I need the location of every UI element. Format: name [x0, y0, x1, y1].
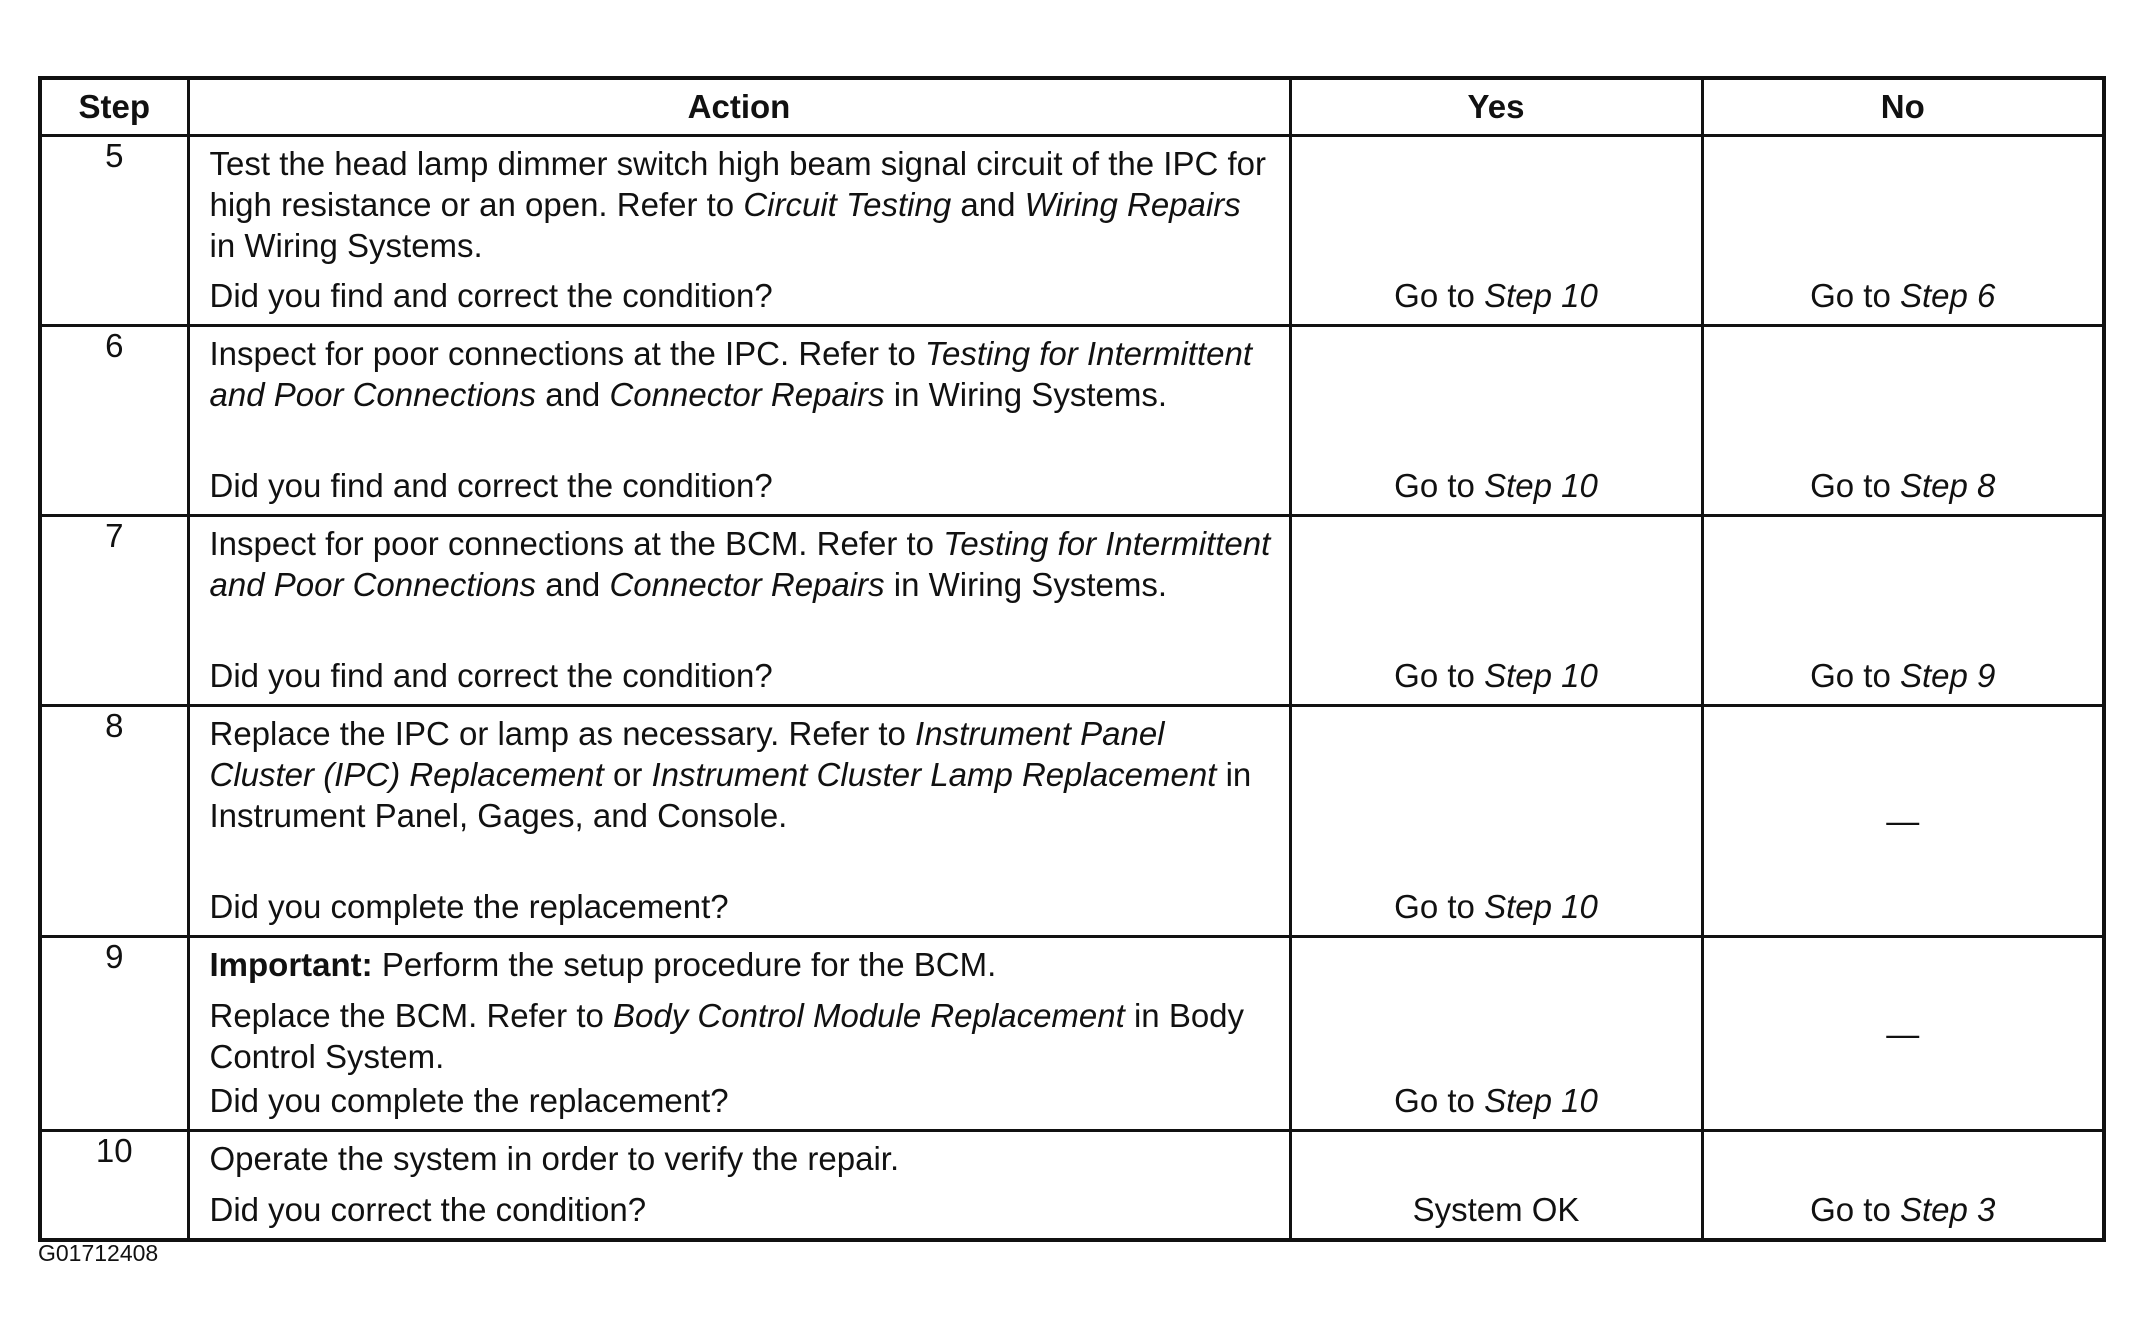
action-text: [210, 1138, 1273, 1179]
no-cell: [1702, 516, 2104, 706]
action-question: Did you find and correct the condition?: [209, 277, 773, 314]
header-yes: Yes: [1290, 78, 1702, 136]
no-result: [1704, 1189, 2103, 1230]
action-cell: [188, 326, 1290, 516]
table-header-row: [40, 78, 2104, 136]
reference-title: Testing for Intermittent and Poor Connections: [209, 525, 1271, 603]
go-to-label: Go to: [1810, 657, 1891, 694]
action-text-segment: Test the head lamp dimmer switch high beam signal circuit of the IPC for high resistance or an open. Refer to: [209, 145, 1266, 223]
no-cell: [1702, 706, 2104, 937]
step-reference: Step 8: [1899, 467, 1996, 504]
reference-title: Connector Repairs: [609, 566, 885, 603]
action-question: Did you complete the replacement?: [209, 1082, 729, 1119]
no-cell: [1702, 1131, 2104, 1241]
action-cell: [188, 516, 1290, 706]
action-text-segment: and: [951, 186, 1025, 223]
step-reference: Step 10: [1484, 277, 1598, 314]
table-row: [40, 326, 2104, 516]
action-text-segment: in Wiring Systems.: [884, 376, 1167, 413]
action-text: [210, 143, 1273, 266]
action-text: [210, 995, 1273, 1077]
go-to-label: Go to: [1810, 467, 1891, 504]
action-text-segment: Inspect for poor connections at the BCM. Refer to: [209, 525, 944, 562]
step-reference: Step 10: [1484, 888, 1598, 925]
yes-result: [1292, 886, 1701, 927]
action-text-segment: and: [536, 566, 610, 603]
step-number: 5: [40, 136, 188, 326]
step-number: 7: [40, 516, 188, 706]
reference-title: Instrument Cluster Lamp Replacement: [651, 756, 1217, 793]
yes-cell: [1290, 136, 1702, 326]
go-to-label: Go to: [1394, 888, 1475, 925]
step-reference: Step 10: [1484, 1082, 1598, 1119]
action-text: [210, 333, 1273, 415]
go-to-label: Go to: [1810, 1191, 1891, 1228]
table-row: [40, 1131, 2104, 1241]
important-label: Important:: [209, 946, 373, 983]
no-cell: [1702, 326, 2104, 516]
action-question: Did you find and correct the condition?: [209, 657, 773, 694]
important-note: [210, 944, 1273, 985]
no-result: [1704, 655, 2103, 696]
go-to-label: Go to: [1394, 277, 1475, 314]
action-cell: [188, 136, 1290, 326]
reference-title: Connector Repairs: [609, 376, 885, 413]
action-text-segment: Operate the system in order to verify the repair.: [209, 1140, 900, 1177]
header-action: Action: [188, 78, 1290, 136]
step-number: 10: [40, 1131, 188, 1241]
action-text-segment: Replace the IPC or lamp as necessary. Refer to: [209, 715, 916, 752]
no-cell: [1702, 136, 2104, 326]
action-text-segment: in Instrument Panel, Gages, and Console.: [209, 756, 1252, 834]
reference-title: Body Control Module Replacement: [613, 997, 1125, 1034]
header-no: No: [1702, 78, 2104, 136]
important-text: Perform the setup procedure for the BCM.: [372, 946, 997, 983]
step-reference: Step 10: [1484, 467, 1598, 504]
yes-result: [1292, 655, 1701, 696]
no-result-dash: —: [1886, 1015, 1920, 1052]
no-cell: [1702, 937, 2104, 1131]
table-row: [40, 706, 2104, 937]
action-text-segment: Inspect for poor connections at the IPC. Refer to: [209, 335, 925, 372]
step-number: 9: [40, 937, 188, 1131]
reference-title: Wiring Repairs: [1024, 186, 1241, 223]
action-text-segment: and: [536, 376, 610, 413]
yes-result: [1292, 275, 1701, 316]
diagnostic-table: [38, 76, 2106, 1242]
step-number: 6: [40, 326, 188, 516]
yes-result: System OK: [1412, 1191, 1580, 1228]
action-cell: [188, 1131, 1290, 1241]
action-text-segment: in Body Control System.: [209, 997, 1245, 1075]
yes-cell: [1290, 706, 1702, 937]
no-result: [1704, 465, 2103, 506]
yes-cell: [1290, 516, 1702, 706]
table-row: [40, 136, 2104, 326]
go-to-label: Go to: [1394, 467, 1475, 504]
action-text-segment: Replace the BCM. Refer to: [209, 997, 614, 1034]
action-text: [210, 713, 1273, 836]
action-cell: [188, 937, 1290, 1131]
yes-result: [1292, 465, 1701, 506]
table-row: [40, 516, 2104, 706]
header-step: Step: [40, 78, 188, 136]
yes-cell: [1290, 326, 1702, 516]
step-reference: Step 10: [1484, 657, 1598, 694]
step-reference: Step 6: [1899, 277, 1996, 314]
figure-id: G01712408: [38, 1240, 159, 1266]
step-reference: Step 3: [1899, 1191, 1996, 1228]
diagnostic-table-container: [38, 76, 2102, 1242]
go-to-label: Go to: [1810, 277, 1891, 314]
yes-cell: [1290, 1131, 1702, 1241]
go-to-label: Go to: [1394, 1082, 1475, 1119]
yes-cell: [1290, 937, 1702, 1131]
action-cell: [188, 706, 1290, 937]
action-text-segment: in Wiring Systems.: [884, 566, 1167, 603]
reference-title: Testing for Intermittent and Poor Connections: [209, 335, 1252, 413]
table-row: [40, 937, 2104, 1131]
action-question: Did you correct the condition?: [209, 1191, 647, 1228]
step-number: 8: [40, 706, 188, 937]
action-text-segment: in Wiring Systems.: [209, 227, 483, 264]
reference-title: Instrument Panel Cluster (IPC) Replacement: [209, 715, 1165, 793]
yes-result: [1292, 1080, 1701, 1121]
action-text: [210, 523, 1273, 605]
step-reference: Step 9: [1899, 657, 1996, 694]
action-question: Did you find and correct the condition?: [209, 467, 773, 504]
reference-title: Circuit Testing: [743, 186, 952, 223]
action-question: Did you complete the replacement?: [209, 888, 729, 925]
action-text-segment: or: [603, 756, 652, 793]
no-result: [1704, 275, 2103, 316]
no-result-dash: —: [1886, 802, 1920, 840]
go-to-label: Go to: [1394, 657, 1475, 694]
